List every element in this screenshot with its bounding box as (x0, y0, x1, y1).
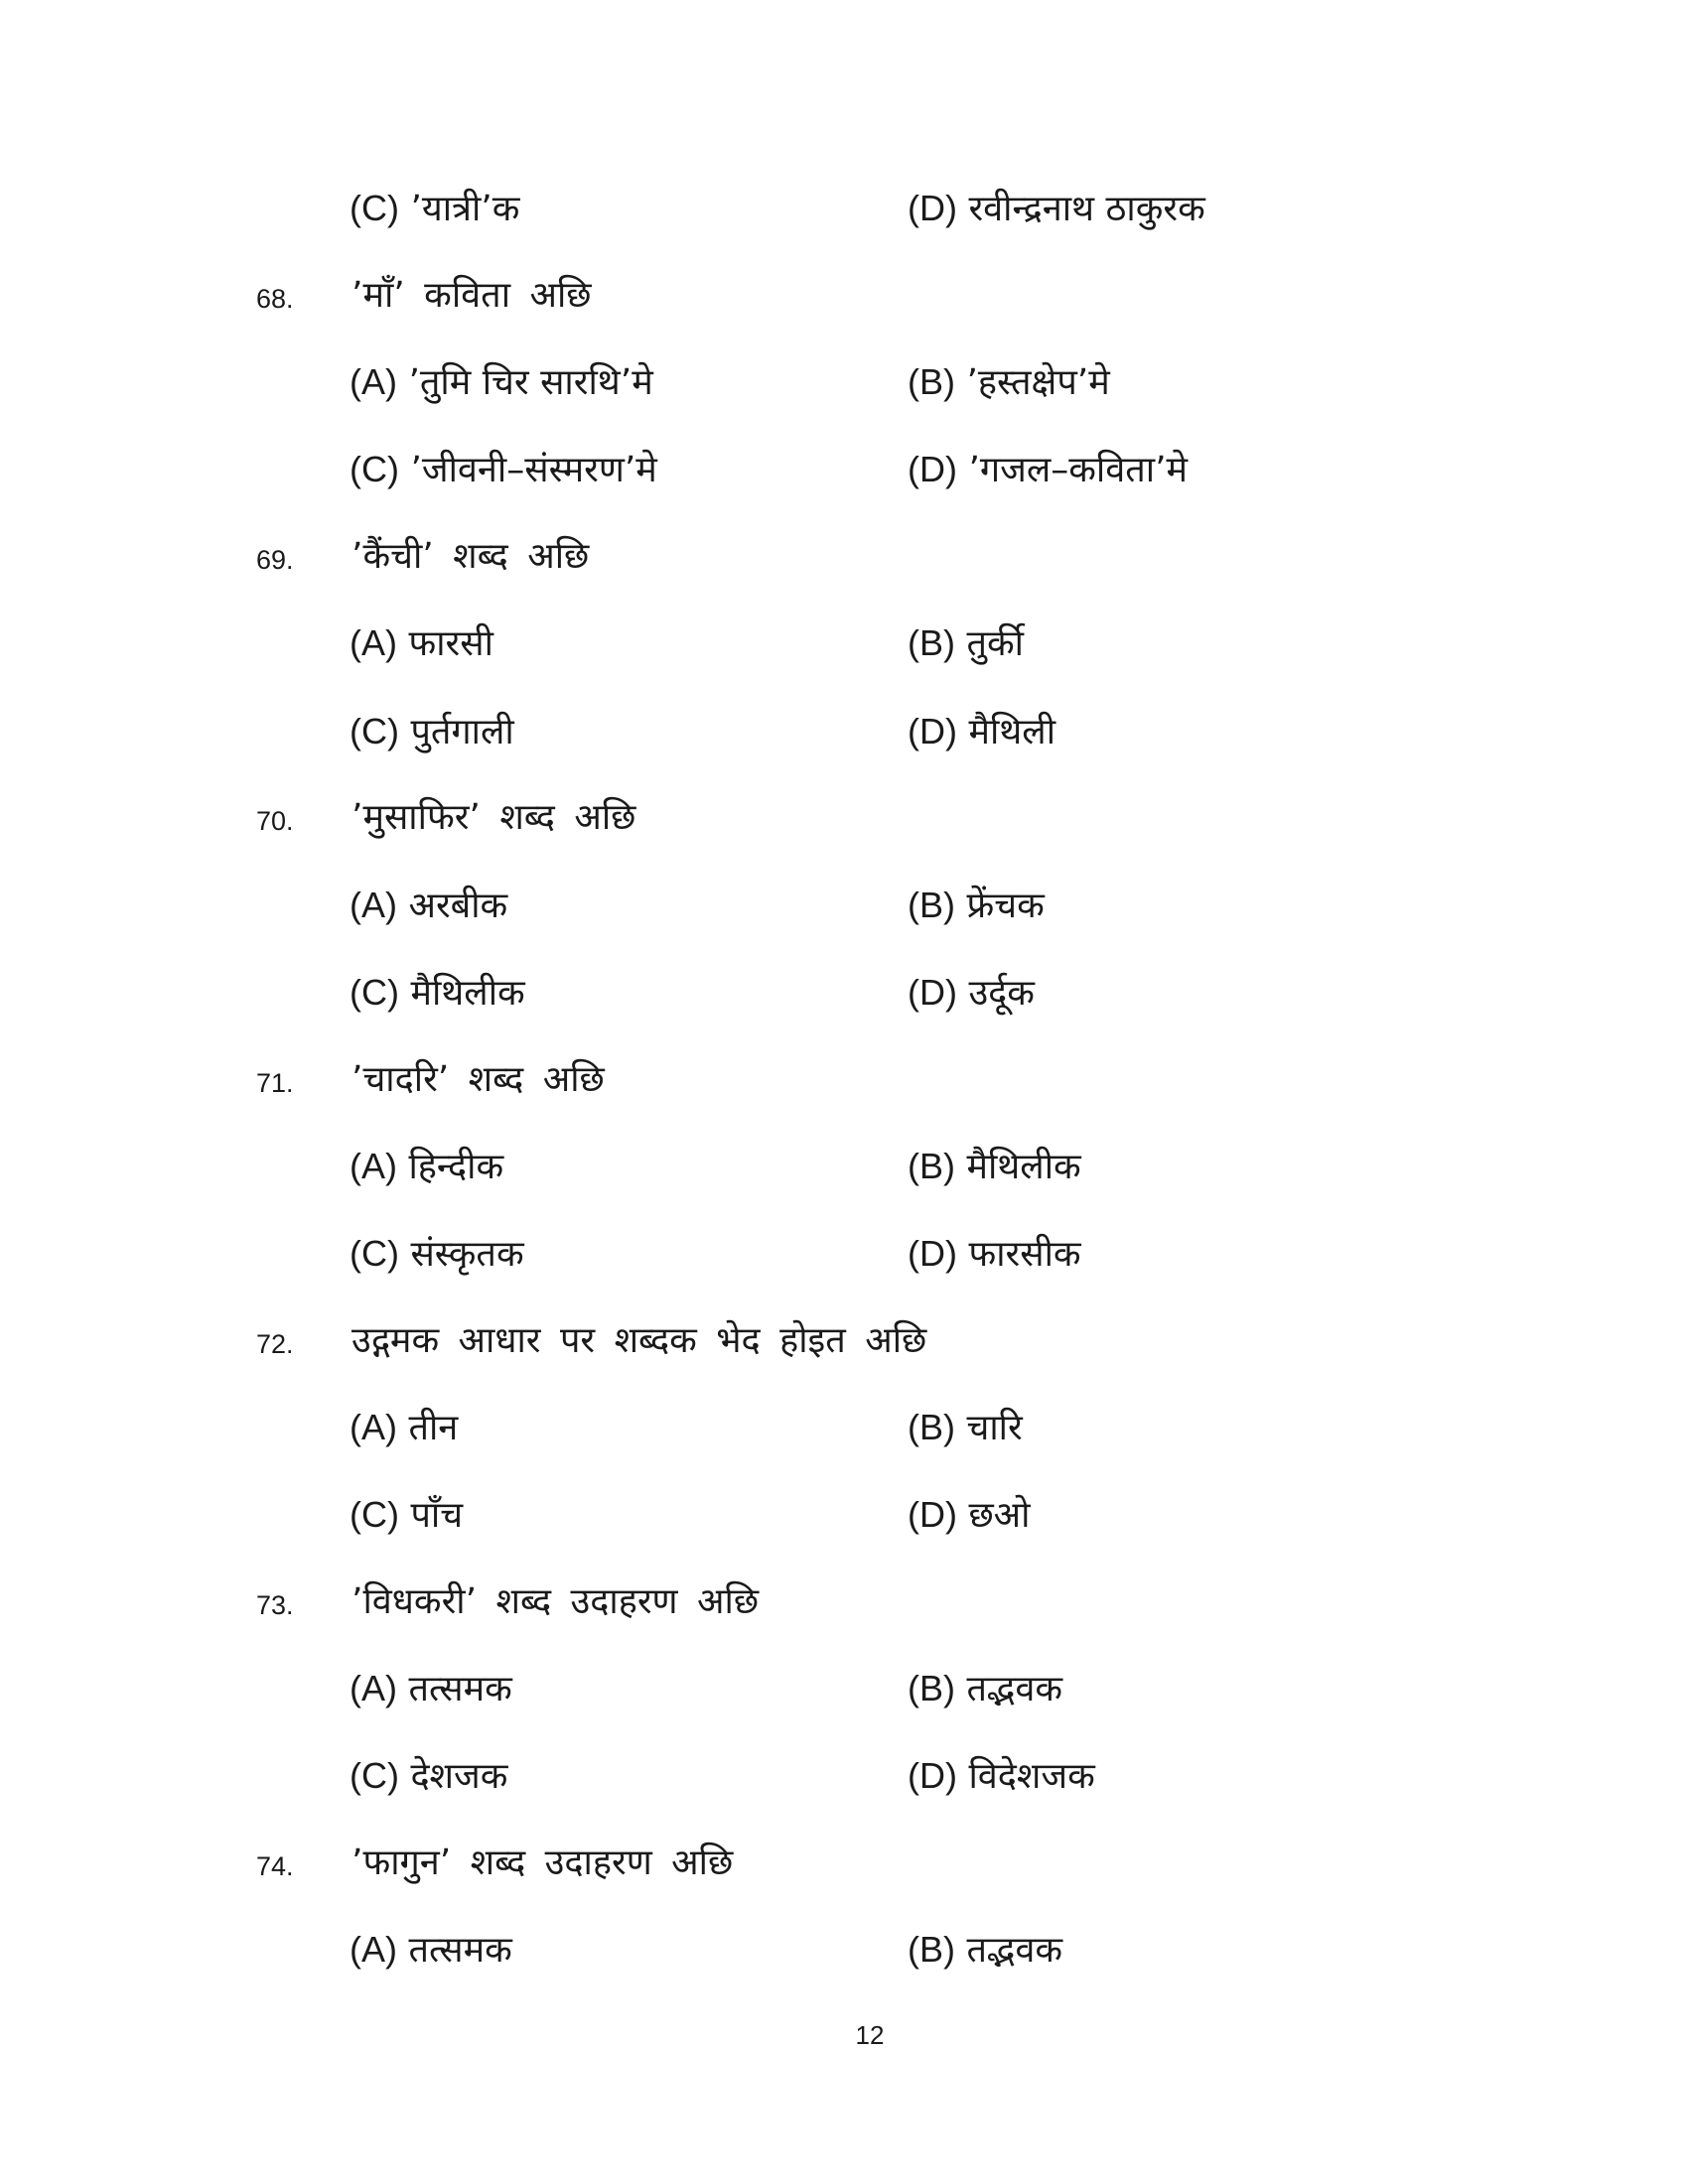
option-73-c (350, 1746, 507, 1806)
option-text: चारि (966, 1408, 1023, 1448)
option-68-d (908, 440, 1188, 499)
option-73-d (908, 1746, 1095, 1806)
option-text: तद्भवक (966, 1669, 1063, 1709)
option-text: छओ (968, 1495, 1031, 1536)
option-text: रवीन्द्रनाथ ठाकुरक (968, 189, 1205, 229)
question-number: 74. (256, 1851, 294, 1881)
option-text: तद्भवक (966, 1930, 1063, 1971)
option-letter: (B) (908, 1929, 955, 1970)
option-text: पाँच (410, 1495, 464, 1536)
option-text: हिन्दीक (408, 1147, 504, 1187)
option-text: ’तुमि चिर सारथि’मे (408, 362, 653, 403)
question-number: 70. (256, 806, 294, 836)
option-text: ’जीवनी–संस्मरण’मे (410, 450, 657, 490)
option-letter: (A) (350, 885, 397, 925)
option-71-c (350, 1224, 524, 1284)
option-letter: (C) (350, 188, 399, 228)
option-letter: (B) (908, 622, 955, 663)
option-letter: (A) (350, 622, 397, 663)
option-text: ’हस्तक्षेप’मे (966, 362, 1110, 403)
option-69-c (350, 702, 514, 761)
option-text: ’यात्री’क (410, 189, 520, 229)
option-text: तीन (408, 1408, 459, 1448)
question-text: ’विधकरी’ शब्द उदाहरण अछि (352, 1581, 760, 1622)
page-number: 12 (855, 2020, 885, 2050)
option-letter: (C) (350, 711, 399, 751)
option-letter: (D) (908, 449, 957, 489)
option-text: मैथिली (968, 712, 1056, 752)
option-letter: (D) (908, 188, 957, 228)
option-letter: (A) (350, 1668, 397, 1708)
option-73-a (350, 1659, 512, 1718)
question-number: 72. (256, 1329, 294, 1359)
option-text: फारसीक (968, 1234, 1081, 1275)
option-letter: (C) (350, 449, 399, 489)
question-text: ’मुसाफिर’ शब्द अछि (352, 797, 636, 838)
question-number: 73. (256, 1590, 294, 1620)
option-letter: (C) (350, 1233, 399, 1274)
option-letter: (D) (908, 1755, 957, 1796)
question-text: ’माँ’ कविता अछि (352, 275, 592, 316)
option-text: विदेशजक (968, 1756, 1095, 1797)
option-70-d (908, 963, 1035, 1023)
option-letter: (B) (908, 1668, 955, 1708)
question-number: 69. (256, 545, 294, 575)
option-letter: (D) (908, 711, 957, 751)
option-72-b (908, 1398, 1023, 1457)
option-69-d (908, 702, 1055, 761)
option-text: तत्समक (408, 1930, 512, 1971)
option-letter: (A) (350, 1146, 397, 1186)
option-text: फारसी (408, 623, 493, 664)
option-text: मैथिलीक (410, 973, 525, 1014)
option-text: उर्दूक (968, 973, 1035, 1014)
question-text: उद्गमक आधार पर शब्दक भेद होइत अछि (352, 1320, 927, 1361)
option-73-b (908, 1659, 1062, 1718)
option-72-d (908, 1485, 1031, 1545)
option-letter: (D) (908, 1233, 957, 1274)
option-68-c (350, 440, 657, 499)
question-number: 68. (256, 284, 294, 314)
option-letter: (B) (908, 361, 955, 402)
option-71-a (350, 1137, 503, 1196)
option-67-d (908, 179, 1205, 238)
option-letter: (B) (908, 1146, 955, 1186)
option-70-c (350, 963, 525, 1023)
option-text: मैथिलीक (966, 1147, 1081, 1187)
option-74-b (908, 1920, 1062, 1979)
option-68-b (908, 352, 1110, 412)
option-text: अरबीक (408, 886, 508, 926)
option-69-a (350, 614, 493, 673)
option-71-b (908, 1137, 1081, 1196)
option-letter: (B) (908, 1407, 955, 1447)
option-72-a (350, 1398, 458, 1457)
option-74-a (350, 1920, 512, 1979)
question-number: 71. (256, 1068, 294, 1098)
option-text: तुर्की (966, 623, 1024, 664)
option-letter: (C) (350, 972, 399, 1013)
option-letter: (A) (350, 1407, 397, 1447)
option-text: संस्कृतक (410, 1234, 524, 1275)
option-text: देशजक (410, 1756, 508, 1797)
option-letter: (B) (908, 885, 955, 925)
option-67-c (350, 179, 519, 238)
option-69-b (908, 614, 1024, 673)
option-letter: (C) (350, 1755, 399, 1796)
option-70-b (908, 876, 1045, 935)
option-letter: (C) (350, 1494, 399, 1535)
question-text: ’चादरि’ शब्द अछि (352, 1059, 605, 1100)
option-72-c (350, 1485, 463, 1545)
option-70-a (350, 876, 507, 935)
option-letter: (D) (908, 1494, 957, 1535)
option-text: तत्समक (408, 1669, 512, 1709)
option-71-d (908, 1224, 1081, 1284)
option-letter: (D) (908, 972, 957, 1013)
option-text: पुर्तगाली (410, 712, 514, 752)
question-text: ’फागुन’ शब्द उदाहरण अछि (352, 1843, 734, 1883)
option-text: फ्रेंचक (966, 886, 1045, 926)
option-68-a (350, 352, 653, 412)
option-letter: (A) (350, 1929, 397, 1970)
option-text: ’गजल–कविता’मे (968, 450, 1189, 490)
question-text: ’कैंची’ शब्द अछि (352, 536, 590, 577)
option-letter: (A) (350, 361, 397, 402)
